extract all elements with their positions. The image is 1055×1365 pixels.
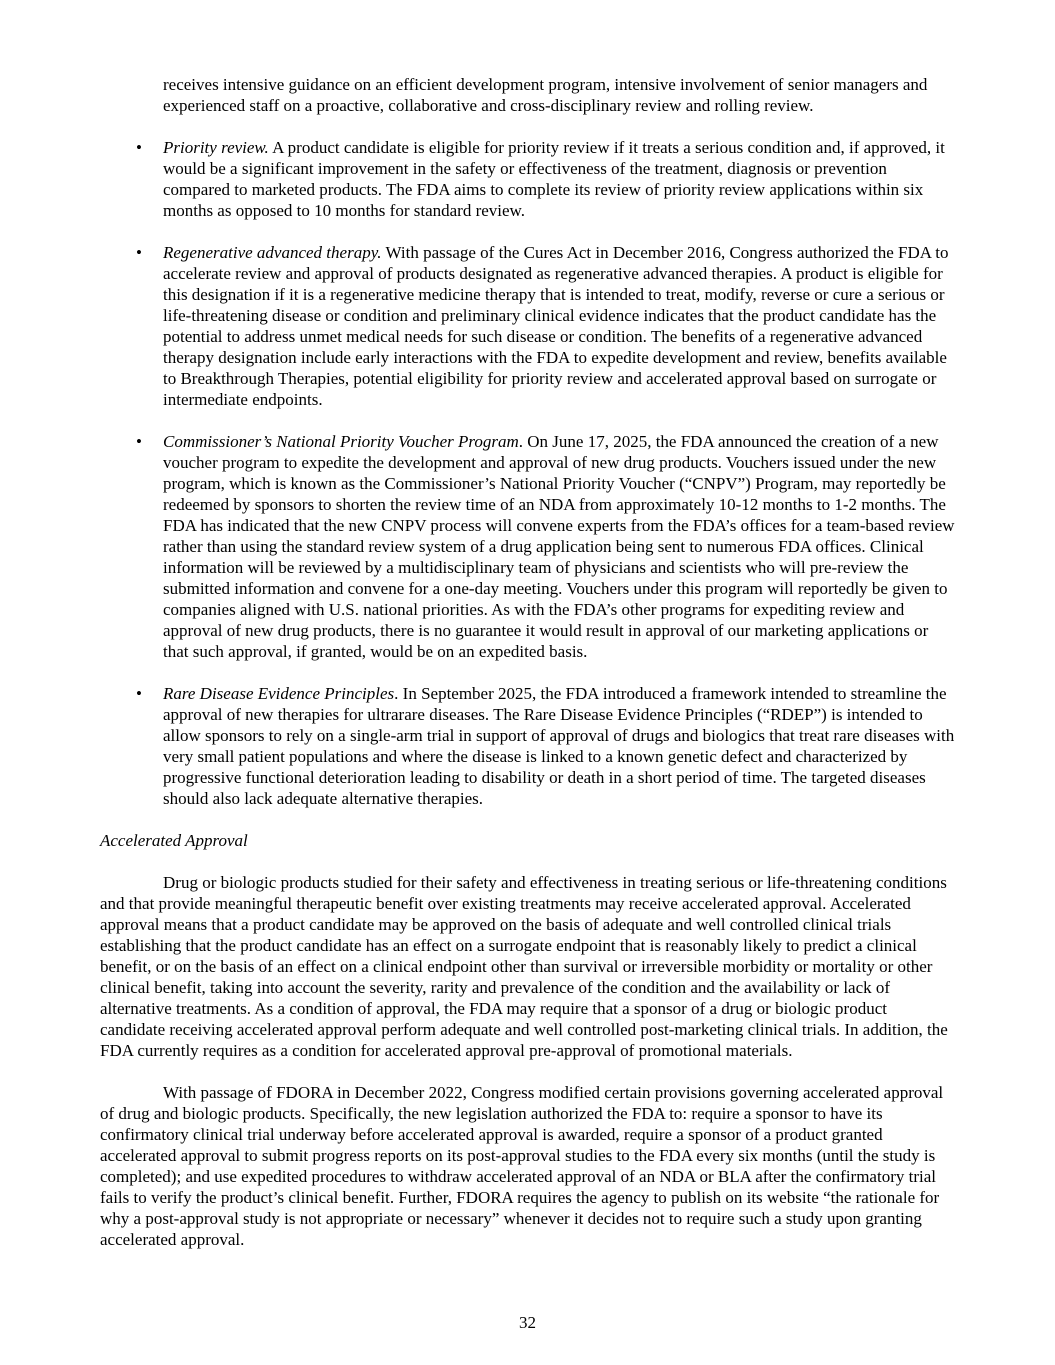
page-number: 32	[519, 1313, 536, 1332]
bullet-item-rare-disease-evidence-principles	[100, 683, 955, 809]
bullet-glyph: •	[136, 138, 142, 157]
bullet-list	[100, 137, 955, 809]
bullet-text	[163, 137, 955, 221]
bullet-glyph: •	[136, 684, 142, 703]
bullet-lead: Commissioner’s National Priority Voucher Program	[163, 432, 519, 451]
bullet-item-cnpv-program	[100, 431, 955, 662]
bullet-lead: Priority review.	[163, 138, 269, 157]
section-heading-accelerated-approval: Accelerated Approval	[100, 831, 248, 850]
bullet-marker	[100, 683, 163, 809]
bullet-item-priority-review	[100, 137, 955, 221]
bullet-body: With passage of the Cures Act in December 2016, Congress authorized the FDA to accelerate review and approval of products designated as regenerative advanced therapies. A product is eligible for this designation if it is a regenerative medicine therapy that is intended to treat, modify, reverse or cure a serious or life-threatening disease or condition and preliminary clinical evidence indicates that the product candidate has the potential to address unmet medical needs for such disease or condition. The benefits of a regenerative advanced therapy designation include early interactions with the FDA to expedite development and review, benefits available to Breakthrough Therapies, potential eligibility for priority review and accelerated approval based on surrogate or intermediate endpoints.	[163, 243, 949, 409]
continuation-paragraph: receives intensive guidance on an efficient development program, intensive involvement of senior managers and experienced staff on a proactive, collaborative and cross-disciplinary review and rolling review.	[163, 75, 928, 115]
bullet-glyph: •	[136, 243, 142, 262]
bullet-body: A product candidate is eligible for priority review if it treats a serious condition and, if approved, it would be a significant improvement in the safety or effectiveness of the treatment, diagnosis or prevention compared to marketed products. The FDA aims to complete its review of priority review applications within six months as opposed to 10 months for standard review.	[163, 138, 945, 220]
body-paragraph-accelerated-approval-1: Drug or biologic products studied for their safety and effectiveness in treating serious or life-threatening conditions and that provide meaningful therapeutic benefit over existing treatments may receive accelerated approval. Accelerated approval means that a product candidate may be approved on the basis of adequate and well controlled clinical trials establishing that the product candidate has an effect on a surrogate endpoint that is reasonably likely to predict a clinical benefit, or on the basis of an effect on a clinical endpoint other than survival or irreversible morbidity or mortality or other clinical benefit, taking into account the severity, rarity and prevalence of the condition and the availability or lack of alternative treatments. As a condition of approval, the FDA may require that a sponsor of a drug or biologic product candidate receiving accelerated approval perform adequate and well controlled post-marketing clinical trials. In addition, the FDA currently requires as a condition for accelerated approval pre-approval of promotional materials.	[100, 873, 948, 1060]
body-paragraph-accelerated-approval-2: With passage of FDORA in December 2022, Congress modified certain provisions governing accelerated approval of drug and biologic products. Specifically, the new legislation authorized the FDA to: require a sponsor to have its confirmatory clinical trial underway before accelerated approval is awarded, require a sponsor of a product granted accelerated approval to submit progress reports on its post-approval studies to the FDA every six months (until the study is completed); and use expedited procedures to withdraw accelerated approval of an NDA or BLA after the confirmatory trial fails to verify the product’s clinical benefit. Further, FDORA requires the agency to publish on its website “the rationale for why a post-approval study is not appropriate or necessary” whenever it decides not to require such a study upon granting accelerated approval.	[100, 1083, 944, 1249]
bullet-item-regenerative-advanced-therapy	[100, 242, 955, 410]
bullet-body: . On June 17, 2025, the FDA announced the creation of a new voucher program to expedite the development and approval of new drug products. Vouchers issued under the new program, which is known as the Commissioner’s National Priority Voucher (“CNPV”) Program, may reportedly be redeemed by sponsors to shorten the review time of an NDA from approximately 10-12 months to 1-2 months. The FDA has indicated that the new CNPV process will convene experts from the FDA’s offices for a team-based review rather than using the standard review system of a drug application being sent to numerous FDA offices. Clinical information will be reviewed by a multidisciplinary team of physicians and scientists who will pre-review the submitted information and convene for a one-day meeting. Vouchers under this program will reportedly be given to companies aligned with U.S. national priorities. As with the FDA’s other programs for expediting review and approval of new drug products, there is no guarantee it would result in approval of our marketing applications or that such approval, if granted, would be on an expedited basis.	[163, 432, 955, 661]
bullet-marker	[100, 431, 163, 662]
bullet-marker	[100, 137, 163, 221]
bullet-glyph: •	[136, 432, 142, 451]
bullet-lead: Regenerative advanced therapy.	[163, 243, 382, 262]
bullet-text	[163, 242, 955, 410]
bullet-body: . In September 2025, the FDA introduced a framework intended to streamline the approval of new therapies for ultrarare diseases. The Rare Disease Evidence Principles (“RDEP”) is intended to allow sponsors to rely on a single-arm trial in support of approval of drugs and biologics that treat rare diseases with very small patient populations and where the disease is linked to a known genetic defect and characterized by progressive functional deterioration leading to disability or death in a short period of time. The targeted diseases should also lack adequate alternative therapies.	[163, 684, 955, 808]
bullet-marker	[100, 242, 163, 410]
bullet-text	[163, 683, 955, 809]
bullet-text	[163, 431, 955, 662]
bullet-lead: Rare Disease Evidence Principles	[163, 684, 395, 703]
